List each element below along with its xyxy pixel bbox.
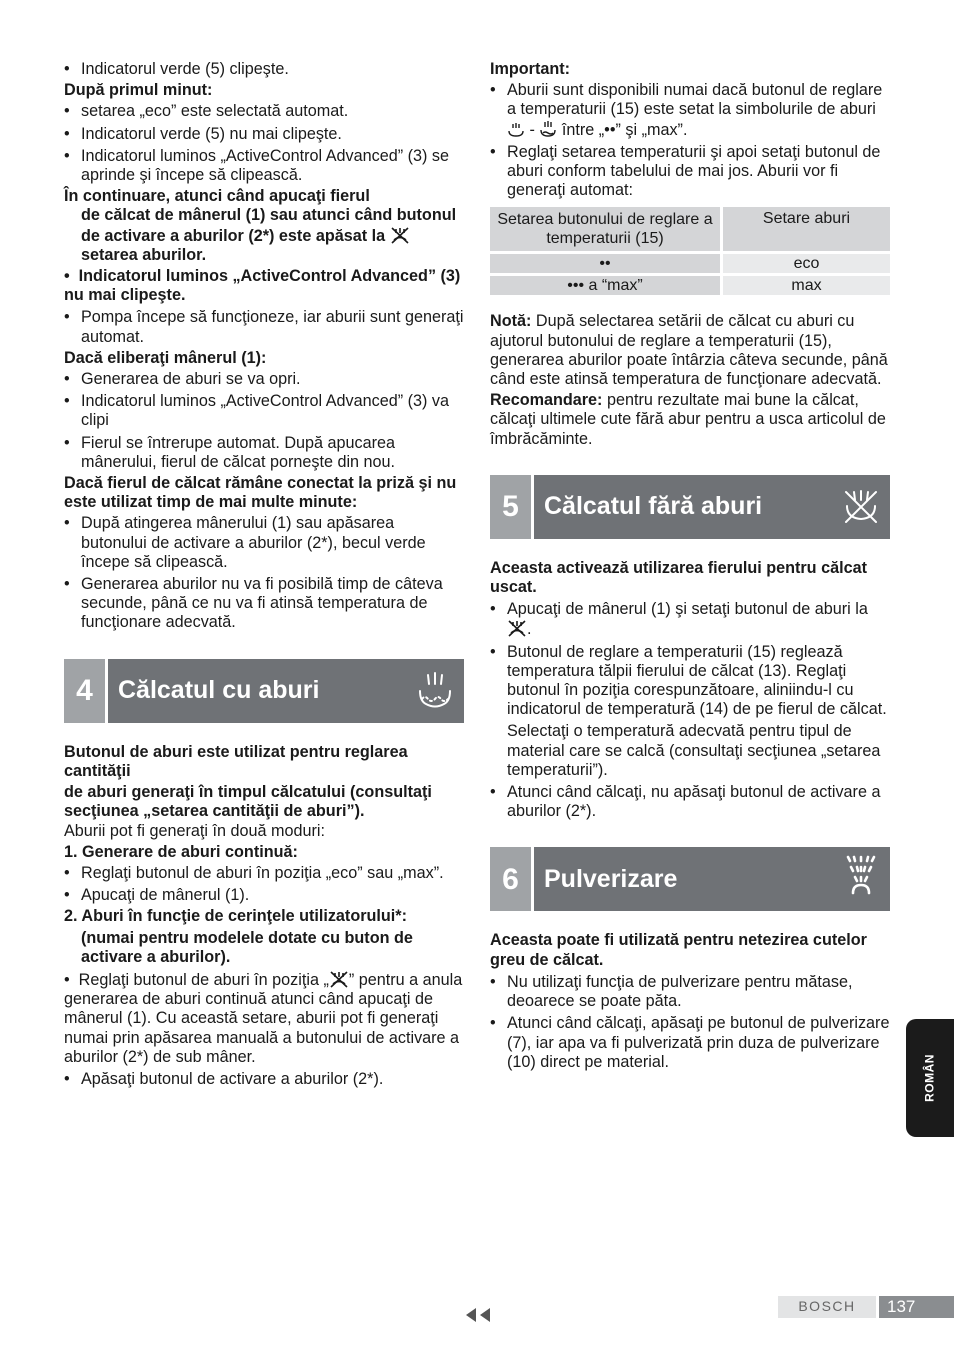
note: Notă: După selectarea setării de călcat cu aburi cu ajutorul butonului de reglare a temperaturii (15), generarea aburilor poate întârzia câteva secunde, până când este atinsă temperatura de funcţionare adecvată. bbox=[490, 312, 888, 389]
list-item: • Indicatorul luminos „ActiveControl Advanced” (3) se aprinde şi începe să clipească. bbox=[64, 146, 449, 185]
paragraph: • Reglaţi butonul de aburi în poziţia „ ” pentru a anula generarea de aburi continuă atunci când apucaţi de mânerul (1). Cu această setare, aburii pot fi generaţi numai prin apăsarea manuală a butonului de activare a aburilor (2*) de sub mâner. bbox=[64, 970, 463, 1066]
section-banner-steam-ironing bbox=[64, 659, 464, 723]
list-item: • Apucaţi de mânerul (1). bbox=[64, 886, 250, 905]
subheading: Dacă eliberaţi mânerul (1): bbox=[64, 348, 267, 367]
section-title: Pulverizare bbox=[544, 864, 678, 893]
no-steam-icon bbox=[329, 970, 349, 988]
list-item: • Generarea aburilor nu va fi posibilă timp de câteva secunde, până ce nu va fi atinsă temperatura de funcţionare adecvată. bbox=[64, 575, 443, 632]
list-item: • Apăsaţi butonul de activare a aburilor (2*). bbox=[64, 1069, 384, 1088]
table-row bbox=[490, 276, 890, 295]
subheading: de călcat de mânerul (1) sau atunci când butonul de activare a aburilor (2*) este apăsat la setarea aburilor. bbox=[81, 206, 457, 264]
no-steam-icon bbox=[390, 226, 410, 244]
section-number: 5 bbox=[490, 475, 531, 539]
page-number: 137 bbox=[879, 1296, 954, 1318]
subheading: După primul minut: bbox=[64, 81, 213, 100]
list-item: • Nu utilizaţi funcţia de pulverizare pentru mătase, deoarece se poate păta. bbox=[490, 972, 853, 1011]
list-item: • Pompa începe să funcţioneze, iar aburii sunt generaţi automat. bbox=[64, 308, 464, 346]
list-item: • Atunci când călcaţi, nu apăsaţi butonul de activare a aburilor (2*). bbox=[490, 783, 881, 821]
recommendation: Recomandare: pentru rezultate mai bune la călcat, călcaţi ultimele cute fără abur pentru a usca articolul de îmbrăcăminte. bbox=[490, 391, 886, 448]
section-banner-spray bbox=[490, 847, 890, 911]
list-item: • Reglaţi butonul de aburi în poziţia „eco” sau „max”. bbox=[64, 863, 444, 882]
table-header-cell: Setarea butonului de reglare a temperaturii (15) bbox=[490, 207, 720, 251]
paragraph: Aburii pot fi generaţi în două moduri: bbox=[64, 821, 325, 840]
settings-table bbox=[490, 204, 890, 298]
list-item: • Indicatorul verde (5) nu mai clipeşte. bbox=[64, 124, 342, 143]
table-header-row bbox=[490, 207, 890, 251]
list-item: • Aburii sunt disponibili numai dacă butonul de reglare a temperaturii (15) este setat la simbolurile de aburi - între „••” şi „max”. bbox=[490, 81, 883, 139]
language-tab[interactable] bbox=[906, 1019, 954, 1137]
table-cell: ••• a “max” bbox=[490, 276, 720, 295]
steam-icon bbox=[416, 671, 454, 711]
steam-icon bbox=[539, 120, 557, 138]
section-banner-dry-ironing bbox=[490, 475, 890, 539]
table-cell: eco bbox=[720, 254, 890, 273]
list-item: • Reglaţi setarea temperaturii şi apoi setaţi butonul de aburi conform tabelului de mai jos. Aburii vor fi generaţi automat: bbox=[490, 142, 881, 200]
table-row bbox=[490, 254, 890, 273]
section-title: Călcatul fără aburi bbox=[544, 492, 763, 521]
section-intro: Butonul de aburi este utilizat pentru reglarea cantităţii bbox=[64, 742, 408, 780]
list-item: • setarea „eco” este selectată automat. bbox=[64, 102, 349, 121]
subheading: În continuare, atunci când apucaţi fierul bbox=[64, 187, 370, 206]
paragraph: Selectaţi o temperatură adecvată pentru tipul de material care se calcă (consultaţi secţiunea „setarea temperaturii”). bbox=[507, 722, 881, 779]
language-label: ROMÂN bbox=[922, 1054, 937, 1102]
no-steam-icon bbox=[507, 619, 527, 637]
list-item: • Fierul se întrerupe automat. După apucarea mânerului, fierul de călcat porneşte din nou. bbox=[64, 433, 396, 471]
left-column bbox=[64, 60, 464, 1089]
subheading: Dacă fierul de călcat rămâne conectat la priză şi nu este utilizat timp de mai multe minute: bbox=[64, 474, 457, 512]
section-number: 4 bbox=[64, 659, 105, 723]
list-item: • Atunci când călcaţi, apăsaţi pe butonul de pulverizare (7), iar apa va fi pulverizată prin duza de pulverizare (10) direct pe material. bbox=[490, 1014, 890, 1071]
subheading: 1. Generare de aburi continuă: bbox=[64, 842, 298, 861]
table-cell: •• bbox=[490, 254, 720, 273]
subheading: (numai pentru modelele dotate cu buton de activare a aburilor). bbox=[81, 928, 413, 966]
section-title: Călcatul cu aburi bbox=[118, 676, 320, 705]
brand-label: BOSCH bbox=[778, 1296, 876, 1318]
list-item: • După atingerea mânerului (1) sau apăsarea butonului de activare a aburilor (2*), becul verde începe să clipească. bbox=[64, 514, 426, 571]
list-item: • Butonul de reglare a temperaturii (15) reglează temperatura tălpii fierului de călcat (13). Reglaţi butonul în poziţia corespunzătoare, aliniindu-l cu indicatorul de temperatură (14) de pe fierul de călcat. bbox=[490, 642, 887, 719]
table-cell: max bbox=[720, 276, 890, 295]
list-item: • Indicatorul luminos „ActiveControl Advanced” (3) va clipi bbox=[64, 392, 449, 430]
nav-arrows-icon[interactable] bbox=[464, 1307, 492, 1325]
spray-icon bbox=[843, 851, 879, 907]
section-number: 6 bbox=[490, 847, 531, 911]
section-intro: Aceasta activează utilizarea fierului pentru călcat uscat. bbox=[490, 558, 867, 597]
list-item: • Apucaţi de mânerul (1) şi setaţi butonul de aburi la . bbox=[490, 600, 868, 639]
list-item: • Generarea de aburi se va opri. bbox=[64, 370, 301, 389]
subheading: 2. Aburi în funcţie de cerinţele utilizatorului*: bbox=[64, 907, 407, 926]
steam-icon bbox=[507, 122, 525, 138]
table-header-cell: Setare aburi bbox=[720, 207, 890, 251]
no-steam-icon bbox=[842, 488, 880, 526]
right-column bbox=[490, 60, 890, 1072]
section-intro: Aceasta poate fi utilizată pentru netezirea cutelor greu de călcat. bbox=[490, 931, 867, 969]
subheading: Important: bbox=[490, 60, 571, 78]
list-item: • Indicatorul verde (5) clipeşte. bbox=[64, 60, 289, 78]
subheading: • Indicatorul luminos „ActiveControl Advanced” (3) nu mai clipeşte. bbox=[64, 267, 461, 305]
section-intro: de aburi generaţi în timpul călcatului (consultaţi secţiunea „setarea cantităţii de aburi”). bbox=[64, 783, 432, 821]
